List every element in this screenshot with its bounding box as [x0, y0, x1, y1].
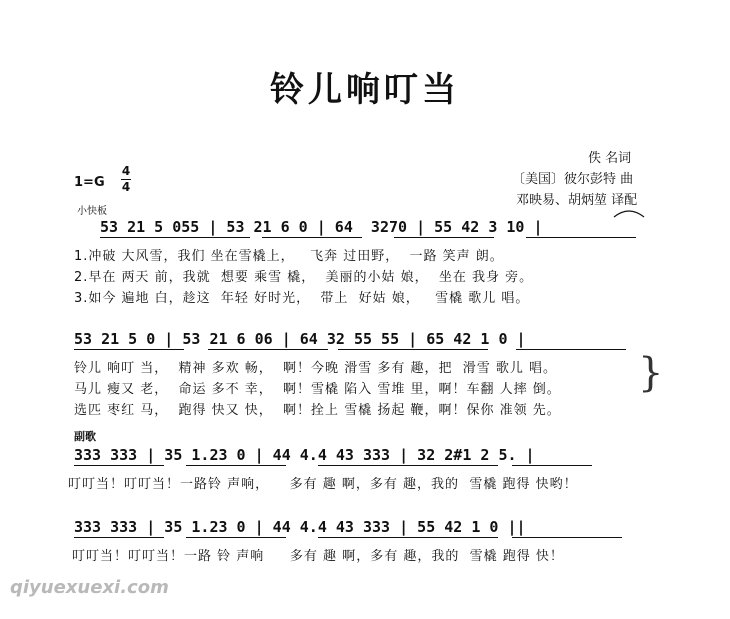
beam-row-3c	[318, 465, 498, 466]
lyric-row-2-verse-1: 铃儿 响叮 当， 精神 多欢 畅， 啊！今晚 滑雪 多有 趣，把 滑雪 歌儿 唱。	[74, 361, 557, 376]
lyric-row-4: 叮叮当！叮叮当！一路 铃 声响 多有 趣 啊，多有 趣，我的 雪橇 跑得 快！	[72, 549, 564, 564]
beam-row-4b	[186, 537, 286, 538]
beam-row-1d	[526, 237, 636, 238]
lyric-row-3: 叮叮当！叮叮当！一路铃 声响， 多有 趣 啊，多有 趣，我的 雪橇 跑得 快哟！	[68, 477, 578, 492]
notation-row-1: 53 21 5 055 | 53 21 6 0 | 64 3270 | 55 42 3 10 |	[100, 218, 543, 236]
beam-row-3a	[74, 465, 164, 466]
lyric-row-1-verse-3: 3.如今 遍地 白，趁这 年轻 好时光， 带上 好姑 娘， 雪橇 歌儿 唱。	[74, 291, 530, 306]
lyric-row-2-verse-2: 马儿 瘦又 老， 命运 多不 幸， 啊！雪橇 陷入 雪堆 里，啊！车翻 人摔 倒。	[74, 382, 561, 397]
lyricist-credit: 佚 名词	[588, 151, 632, 166]
site-watermark: qiyuexuexi.com	[10, 577, 169, 598]
beam-row-2c	[338, 349, 488, 350]
time-signature-top: 4	[121, 164, 131, 178]
key-signature: 1=G	[74, 175, 105, 190]
notation-row-4: 333 333 | 35 1.23 0 | 44 4.4 43 333 | 55 42 1 0 ||	[74, 518, 526, 536]
beam-row-1b	[262, 237, 362, 238]
time-signature-bottom: 4	[121, 180, 131, 194]
beam-row-2d	[516, 349, 626, 350]
notation-row-3: 333 333 | 35 1.23 0 | 44 4.4 43 333 | 32 2#1 2 5. |	[74, 446, 535, 464]
translator-credit: 邓映易、胡炳堃 译配	[516, 193, 638, 208]
lyric-row-1-verse-2: 2.早在 两天 前，我就 想要 乘雪 橇， 美丽的小姑 娘， 坐在 我身 旁。	[74, 270, 534, 285]
beam-row-3b	[186, 465, 286, 466]
beam-row-1c	[394, 237, 494, 238]
composer-credit: 〔美国〕彼尔彭特 曲	[512, 172, 634, 187]
beam-row-3d	[512, 465, 592, 466]
song-title: 铃儿响叮当	[270, 70, 460, 110]
lyric-row-2-verse-3: 选匹 枣红 马， 跑得 快又 快， 啊！拴上 雪橇 扬起 鞭，啊！保你 准领 先。	[74, 403, 561, 418]
chorus-label: 副歌	[74, 430, 96, 443]
lyric-row-1-verse-1: 1.冲破 大风雪，我们 坐在雪橇上， 飞奔 过田野， 一路 笑声 朗。	[74, 249, 504, 264]
beam-row-4a	[74, 537, 164, 538]
beam-row-4c	[318, 537, 498, 538]
beam-row-2b	[208, 349, 328, 350]
tie-row-1	[612, 205, 646, 219]
verse-brace: }	[638, 350, 664, 396]
tempo-marking: 小快板	[77, 206, 107, 217]
beam-row-1a	[100, 237, 250, 238]
beam-row-4d	[512, 537, 622, 538]
beam-row-2a	[74, 349, 184, 350]
notation-row-2: 53 21 5 0 | 53 21 6 06 | 64 32 55 55 | 65 42 1 0 |	[74, 330, 526, 348]
